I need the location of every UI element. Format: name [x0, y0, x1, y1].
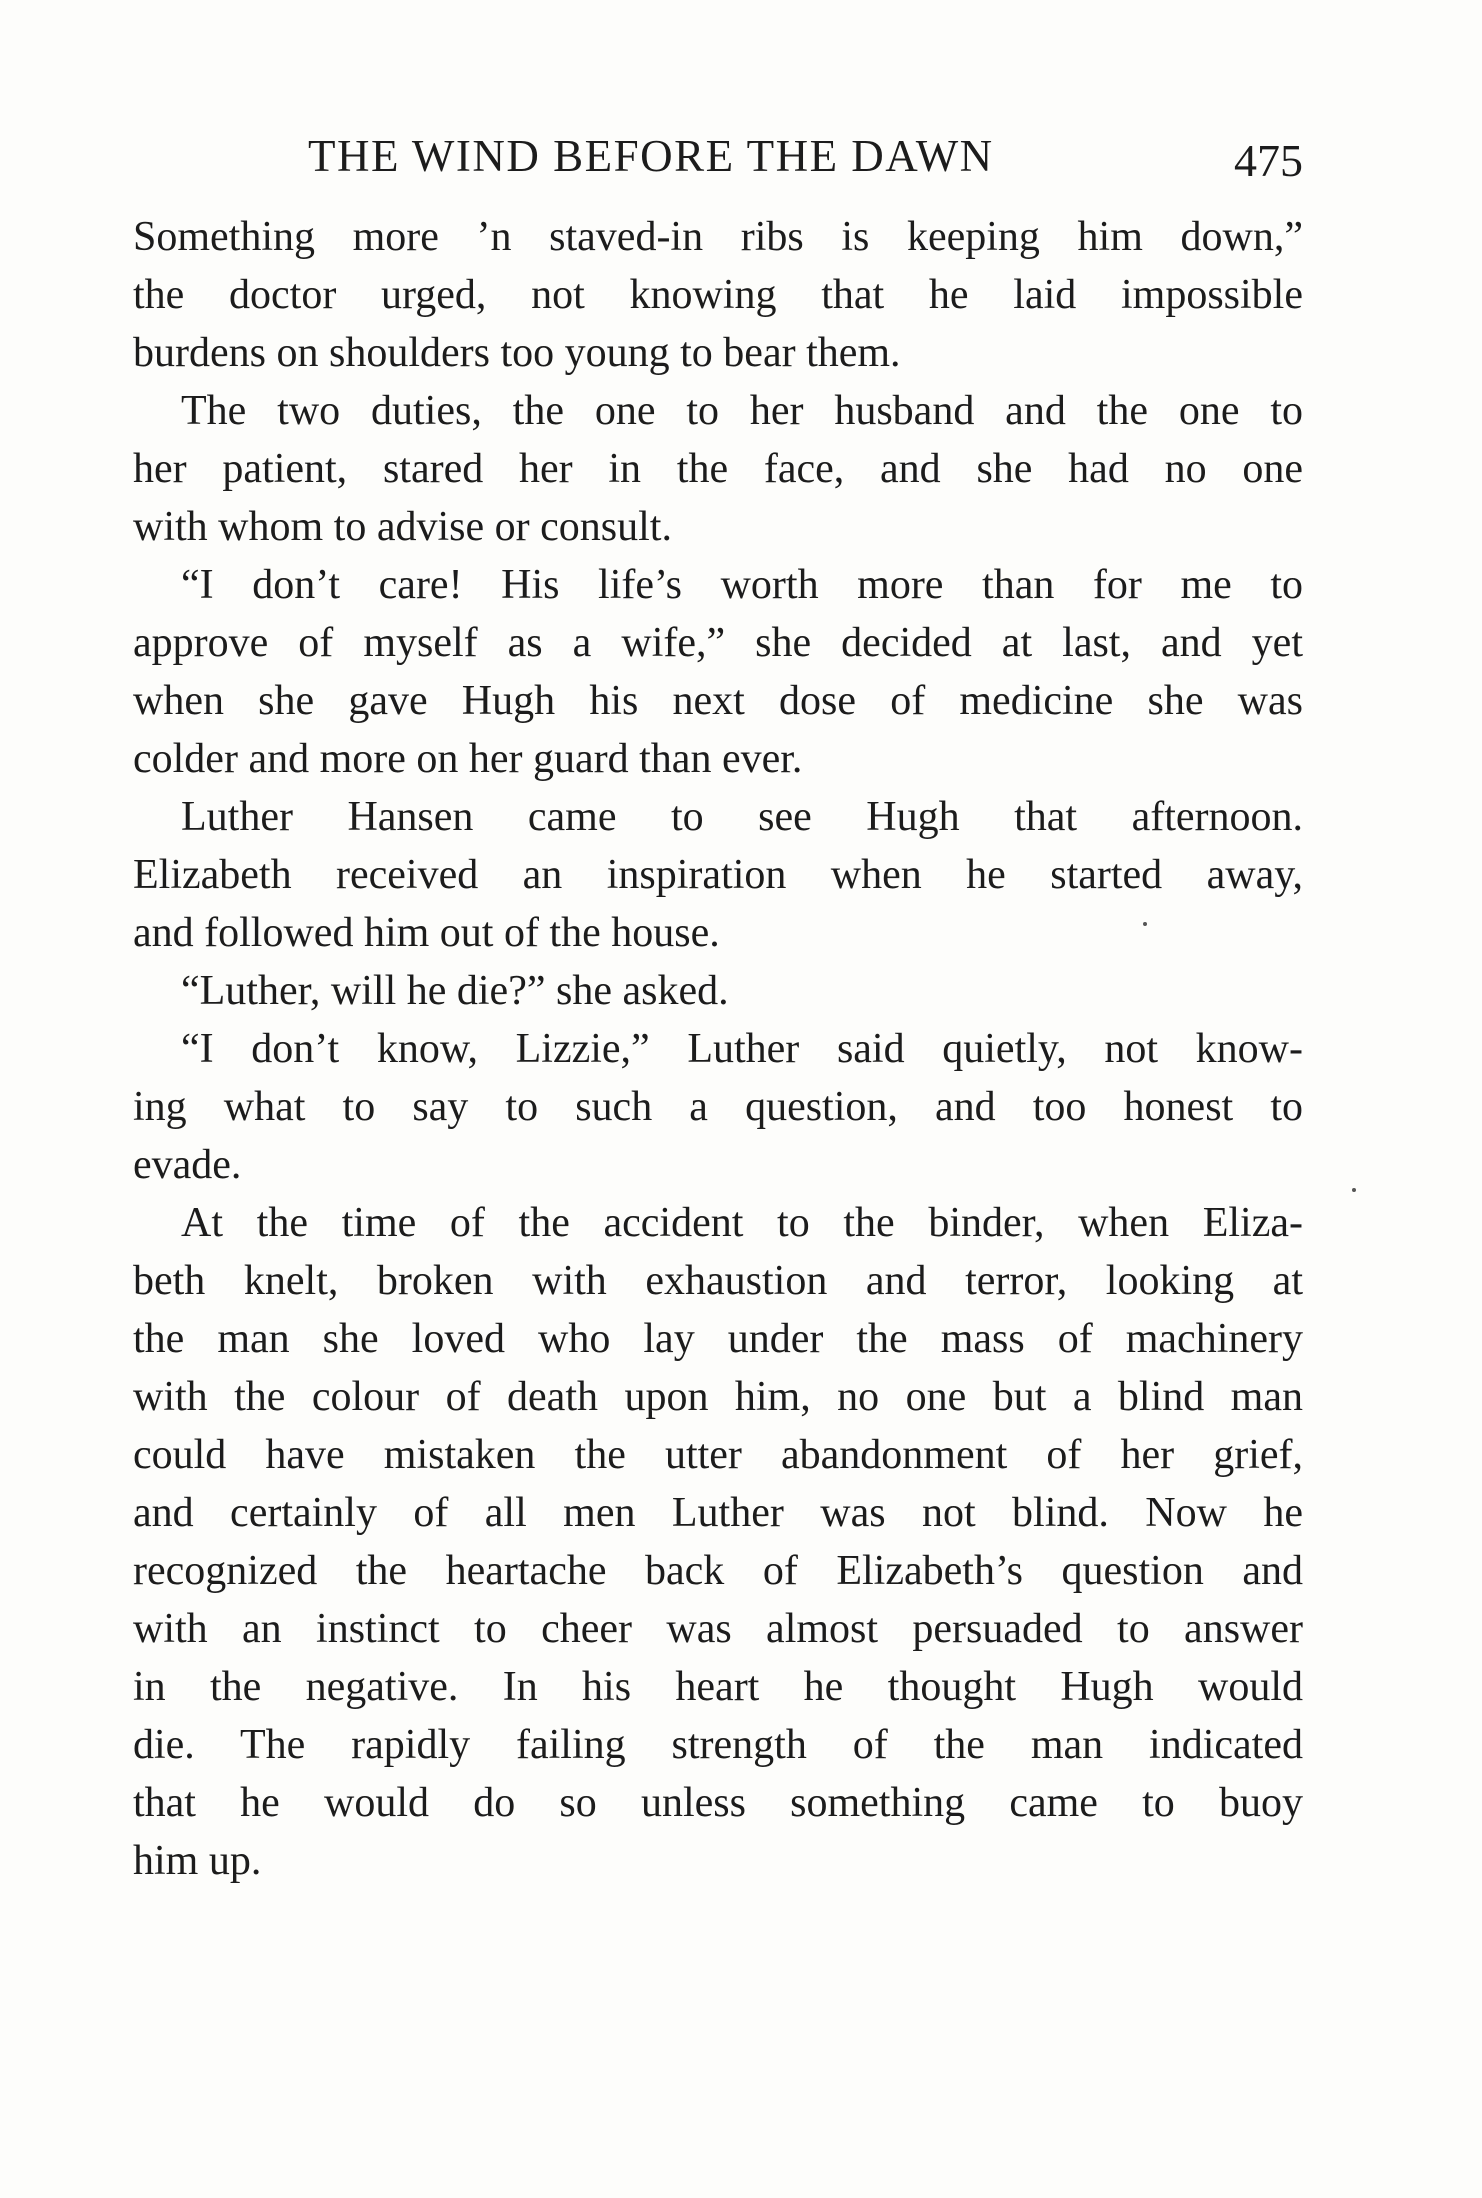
text-line: with whom to advise or consult.	[133, 504, 672, 550]
text-line: with an instinct to cheer was almost persuaded to answer	[133, 1606, 1303, 1652]
paragraph-first-line: Luther Hansen came to see Hugh that afternoon.	[181, 794, 1303, 840]
text-line: and certainly of all men Luther was not blind. Now he	[133, 1490, 1303, 1536]
text-line: Something more ’n staved-in ribs is keeping him down,”	[133, 214, 1303, 260]
text-line: ing what to say to such a question, and too honest to	[133, 1084, 1303, 1130]
paragraph-first-line: “Luther, will he die?” she asked.	[181, 968, 729, 1014]
text-line: die. The rapidly failing strength of the man indicated	[133, 1722, 1303, 1768]
text-line: with the colour of death upon him, no one but a blind man	[133, 1374, 1303, 1420]
text-line: and followed him out of the house.	[133, 910, 720, 956]
print-speck	[1143, 922, 1147, 926]
text-line: recognized the heartache back of Elizabeth’s question and	[133, 1548, 1303, 1594]
text-line: in the negative. In his heart he thought Hugh would	[133, 1664, 1303, 1710]
text-line: the doctor urged, not knowing that he laid impossible	[133, 272, 1303, 318]
body-text	[133, 208, 1303, 1890]
text-line: him up.	[133, 1838, 262, 1884]
running-header	[133, 130, 1303, 190]
text-line: colder and more on her guard than ever.	[133, 736, 803, 782]
text-line: when she gave Hugh his next dose of medicine she was	[133, 678, 1303, 724]
text-line: beth knelt, broken with exhaustion and terror, looking at	[133, 1258, 1303, 1304]
text-line: the man she loved who lay under the mass of machinery	[133, 1316, 1303, 1362]
text-line: her patient, stared her in the face, and she had no one	[133, 446, 1303, 492]
paragraph-first-line: The two duties, the one to her husband and the one to	[181, 388, 1303, 434]
print-speck	[1352, 1188, 1356, 1192]
paragraph-first-line: “I don’t know, Lizzie,” Luther said quietly, not know-	[181, 1026, 1303, 1072]
text-line: burdens on shoulders too young to bear them.	[133, 330, 901, 376]
text-line: could have mistaken the utter abandonment of her grief,	[133, 1432, 1303, 1478]
running-title: THE WIND BEFORE THE DAWN	[308, 131, 994, 181]
paragraph-first-line: At the time of the accident to the binder, when Eliza-	[181, 1200, 1303, 1246]
paragraph-first-line: “I don’t care! His life’s worth more than for me to	[181, 562, 1303, 608]
text-line: evade.	[133, 1142, 242, 1188]
text-line: approve of myself as a wife,” she decided at last, and yet	[133, 620, 1303, 666]
text-line: that he would do so unless something came to buoy	[133, 1780, 1303, 1826]
text-line: Elizabeth received an inspiration when he started away,	[133, 852, 1303, 898]
page-number: 475	[1234, 135, 1303, 186]
